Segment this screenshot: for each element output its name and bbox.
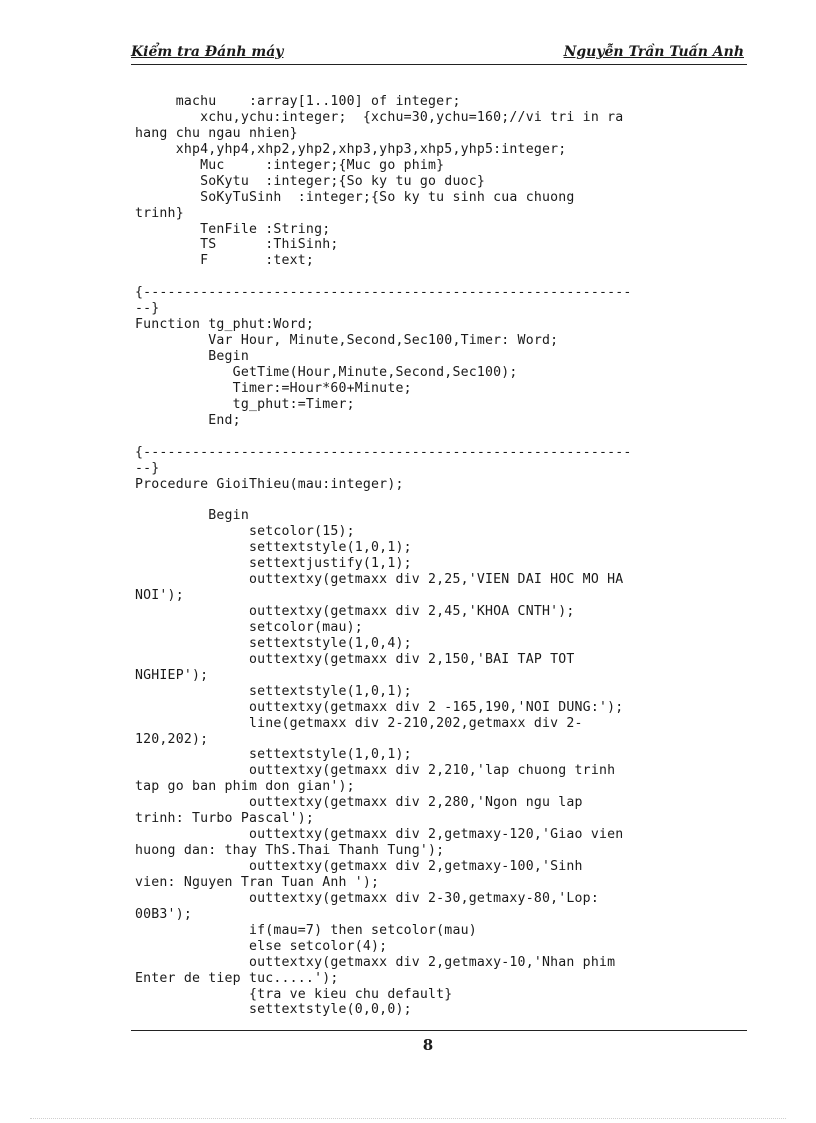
code-line: Begin	[135, 349, 249, 364]
code-line: trinh: Turbo Pascal');	[135, 811, 315, 827]
code-line: Enter de tiep tuc.....');	[135, 970, 339, 986]
code-line: setcolor(mau);	[135, 619, 363, 635]
code-line: GetTime(Hour,Minute,Second,Sec100);	[135, 364, 518, 380]
page-number: 8	[422, 1036, 434, 1054]
code-line	[135, 269, 735, 285]
code-line: TenFile :String;	[135, 221, 331, 237]
code-line: else setcolor(4);	[135, 938, 388, 954]
code-line: outtextxy(getmaxx div 2,45,'KHOA CNTH');	[135, 604, 575, 619]
code-line	[135, 429, 735, 445]
code-line: Muc :integer;{Muc go phim}	[135, 157, 445, 173]
code-line: tg_phut:=Timer;	[135, 396, 355, 412]
footer-divider	[131, 1030, 747, 1031]
code-line: hang chu ngau nhien}	[135, 125, 298, 141]
code-line: outtextxy(getmaxx div 2,getmaxy-120,'Giao vien	[135, 827, 624, 843]
code-line: outtextxy(getmaxx div 2,25,'VIEN DAI HOC MO HA	[135, 572, 624, 588]
code-line: settextstyle(1,0,4);	[135, 635, 412, 651]
code-line: outtextxy(getmaxx div 2,210,'lap chuong trinh	[135, 763, 616, 779]
code-line: vien: Nguyen Tran Tuan Anh ');	[135, 874, 380, 890]
code-line: machu :array[1..100] of integer;	[135, 94, 461, 109]
code-line: SoKytu :integer;{So ky tu go duoc}	[135, 173, 486, 189]
code-line: if(mau=7) then setcolor(mau)	[135, 922, 477, 938]
code-line: outtextxy(getmaxx div 2,280,'Ngon ngu lap	[135, 795, 583, 811]
code-line: settextstyle(0,0,0);	[135, 1002, 412, 1018]
code-line: tap go ban phim don gian');	[135, 779, 355, 795]
code-line: outtextxy(getmaxx div 2 -165,190,'NOI DUNG:');	[135, 699, 624, 715]
header-author: Nguyễn Trần Tuấn Anh	[563, 44, 744, 60]
code-line: 00B3');	[135, 906, 192, 922]
code-line: settextstyle(1,0,1);	[135, 540, 412, 556]
code-line: outtextxy(getmaxx div 2,150,'BAI TAP TOT	[135, 651, 575, 667]
code-line: 120,202);	[135, 731, 209, 747]
code-line: settextstyle(1,0,1);	[135, 747, 412, 763]
code-line: Timer:=Hour*60+Minute;	[135, 380, 412, 396]
code-line: outtextxy(getmaxx div 2-30,getmaxy-80,'Lop:	[135, 890, 599, 906]
code-line: Procedure GioiThieu(mau:integer);	[135, 476, 404, 492]
code-listing	[135, 94, 735, 1018]
header-title: Kiểm tra Đánh máy	[131, 44, 284, 60]
code-line: settextjustify(1,1);	[135, 556, 412, 572]
code-line: setcolor(15);	[135, 524, 355, 540]
code-line: {tra ve kieu chu default}	[135, 986, 453, 1002]
code-line: xchu,ychu:integer; {xchu=30,ychu=160;//vi tri in ra	[135, 109, 624, 125]
code-line: NGHIEP');	[135, 667, 209, 683]
code-line: {------------------------------------------------------------	[135, 285, 632, 301]
code-line: outtextxy(getmaxx div 2,getmaxy-100,'Sinh	[135, 859, 583, 874]
code-line: {------------------------------------------------------------	[135, 444, 632, 460]
code-line: outtextxy(getmaxx div 2,getmaxy-10,'Nhan phim	[135, 954, 616, 970]
code-line: --}	[135, 301, 160, 317]
code-line: End;	[135, 412, 241, 428]
code-line: SoKyTuSinh :integer;{So ky tu sinh cua chuong	[135, 189, 575, 205]
code-line: TS :ThiSinh;	[135, 237, 339, 253]
code-line	[135, 492, 735, 508]
page-bottom-dotted-border	[30, 1118, 786, 1119]
code-line: --}	[135, 460, 160, 476]
code-line: Function tg_phut:Word;	[135, 317, 315, 333]
code-line: huong dan: thay ThS.Thai Thanh Tung');	[135, 843, 445, 859]
code-line: xhp4,yhp4,xhp2,yhp2,xhp3,yhp3,xhp5,yhp5:integer;	[135, 141, 567, 157]
code-line: settextstyle(1,0,1);	[135, 683, 412, 699]
code-line: Begin	[135, 508, 249, 524]
code-line: trinh}	[135, 205, 184, 221]
code-line: NOI');	[135, 588, 184, 604]
header-divider	[131, 64, 747, 65]
code-line: Var Hour, Minute,Second,Sec100,Timer: Word;	[135, 333, 559, 349]
code-line: F :text;	[135, 253, 315, 269]
code-line: line(getmaxx div 2-210,202,getmaxx div 2-	[135, 715, 583, 731]
